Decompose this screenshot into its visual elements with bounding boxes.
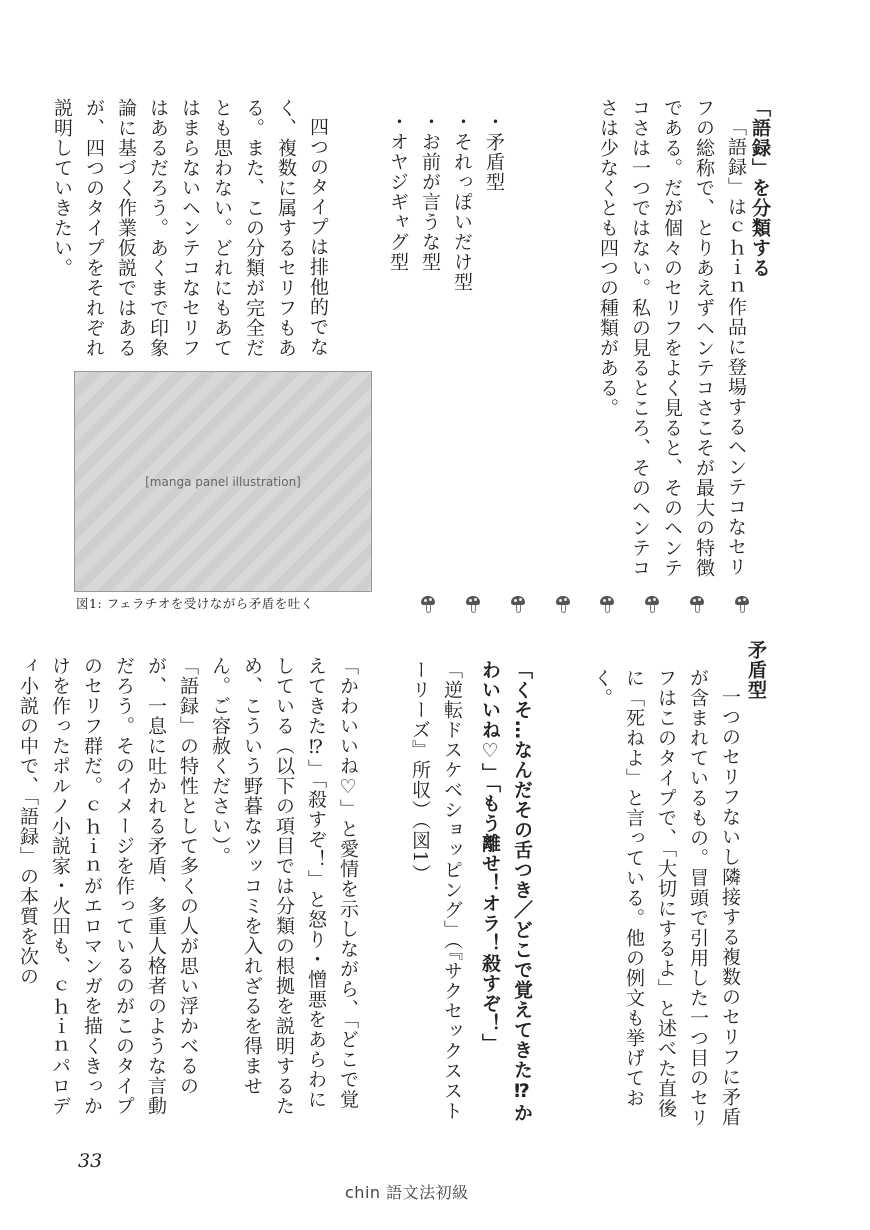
type-list	[370, 112, 510, 302]
mushroom-icon	[644, 596, 660, 614]
body-text: 一つのセリフないし隣接する複数のセリフに矛盾が含まれているもの。冒頭で引用した一つ目のセリフはこのタイプで、「大切にするよ」と述べた直後に「死ねよ」と言っている。他の例文も挙げておく。	[591, 668, 741, 1128]
mushroom-icon	[420, 596, 436, 614]
body-text: 「語録」の特性として多くの人が思い浮かべるのが、一息に吐かれる矛盾、多重人格者のような言動だろう。そのイメージを作っているのがこのタイプのセリフ群だ。ｃｈｉｎがエロマンガを描くきっかけを作ったポルノ小説家・火田も、ｃｈｉｎパロディ小説の中で、「語録」の本質を次の	[17, 656, 199, 1116]
figure-placeholder-note: [manga panel illustration]	[145, 474, 301, 489]
quote-source: 「逆転ドスケベショッピング」（『サクセックスストーリーズ』所収）（図1）	[409, 660, 463, 1121]
page-number: 33	[78, 1150, 103, 1172]
mushroom-icon	[599, 596, 615, 614]
mushroom-icon	[555, 596, 571, 614]
list-item-dad-joke: ・オヤジギャグ型	[387, 112, 409, 272]
body-text: 「かわいいね♡」と愛情を示しながら、「どこで覚えてきた⁉」「殺すぞ！」と怒り・憎悪をあらわにしている（以下の項目では分類の根拠を説明するため、こういう野暮なツッコミを入れざるを得ません。ご容赦ください）。	[209, 656, 359, 1116]
figure-caption: 図1: フェラチオを受けながら矛盾を吐く	[76, 596, 314, 611]
list-item-plausible-only: ・それっぽいだけ型	[451, 112, 473, 292]
ornament-divider	[420, 596, 750, 614]
list-item-contradiction: ・矛盾型	[483, 112, 505, 192]
mushroom-icon	[465, 596, 481, 614]
section2-paragraph2	[17, 656, 364, 1128]
list-item-look-who-is-talking: ・お前が言うな型	[419, 112, 441, 272]
quoted-dialogue: 「くそ…なんだその舌つき／どこで覚えてきた⁉かわいいね♡」「もう離せ！オラ！殺すぞ！」	[479, 660, 533, 1123]
section2-quote-block	[409, 660, 538, 1128]
section-heading-classify-goroku: 「語録」を分類する	[749, 98, 771, 278]
mushroom-icon	[510, 596, 526, 614]
book-title-footer: chin 語文法初級	[345, 1183, 469, 1202]
mushroom-icon	[734, 596, 750, 614]
section2-paragraph	[591, 668, 746, 1128]
body-text: 四つのタイプは排他的でなく、複数に属するセリフもある。また、この分類が完全だとも思わない。どれにもあてはまらないヘンテコなセリフはあるだろう。あくまで印象論に基づく作業仮説ではあるが、四つのタイプをそれぞれ説明していきたい。	[51, 98, 329, 358]
section1-paragraph	[542, 98, 752, 583]
mushroom-icon	[689, 596, 705, 614]
section1-paragraph2	[51, 98, 334, 358]
figure-1-manga-panel	[74, 371, 372, 592]
section-heading-contradiction-type: 矛盾型	[745, 640, 767, 700]
body-text: 「語録」はｃｈｉｎ作品に登場するヘンテコなセリフの総称で、とりあえずヘンテコさこそが最大の特徴である。だが個々のセリフをよく見ると、そのヘンテコさは一つではない。私の見るところ、そのヘンテコさは少なくとも四つの種類がある。	[597, 98, 747, 578]
